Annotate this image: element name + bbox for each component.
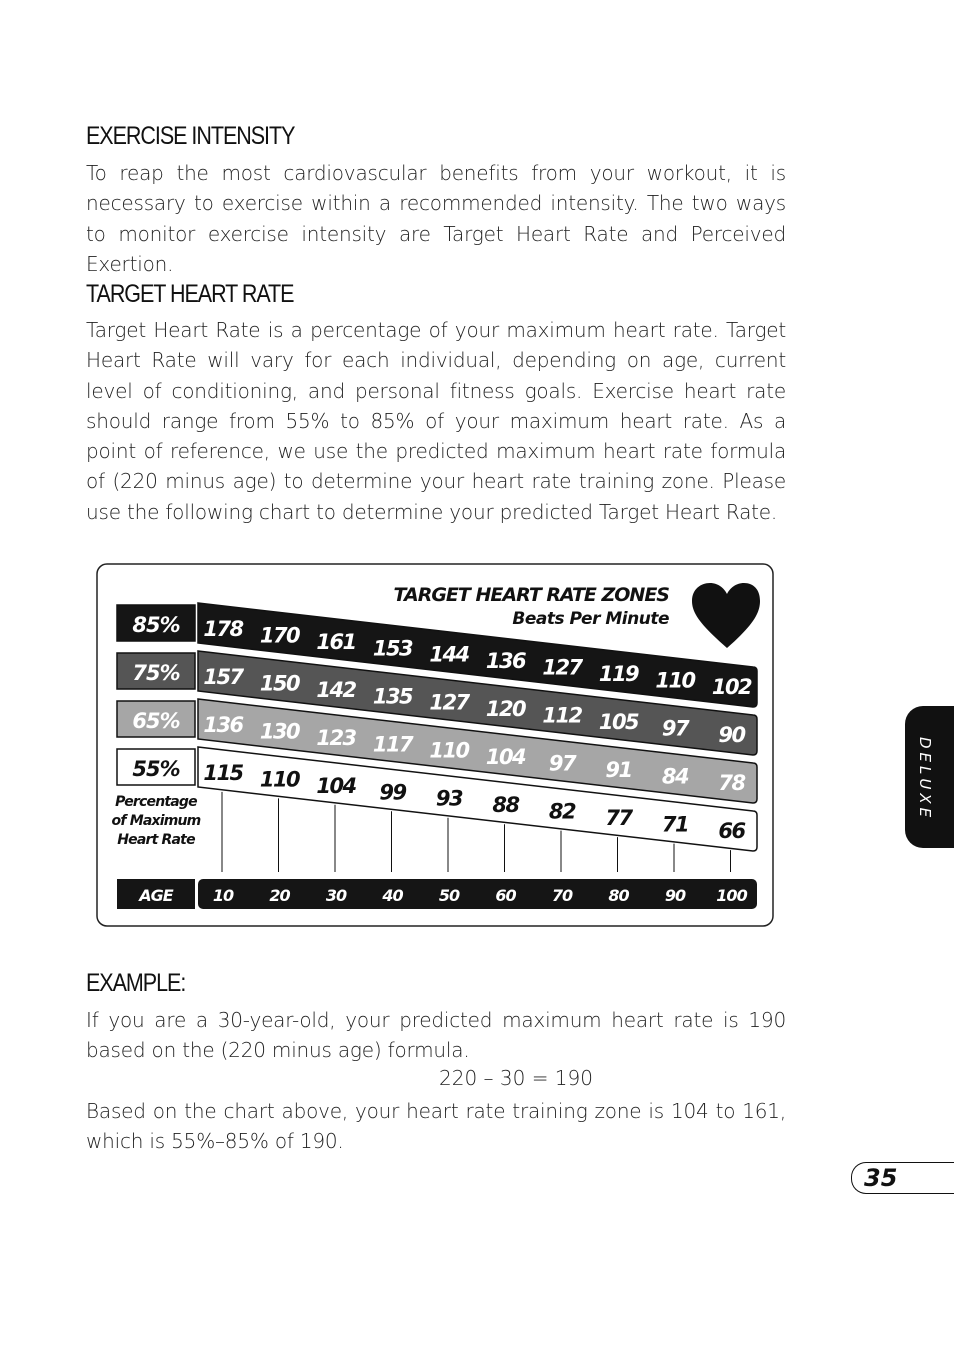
value-75-age-90: 97 [661,716,689,741]
value-55-age-90: 71 [661,812,689,837]
example-text-2: Based on the chart above, your heart rate training zone is 104 to 161, which is 55%–85% of 190. [86,1099,786,1154]
value-55-age-60: 88 [492,793,519,818]
age-tick-10: 10 [212,886,234,905]
value-55-age-70: 82 [548,799,576,824]
value-75-age-100: 90 [718,723,745,748]
value-85-age-10: 178 [203,616,243,641]
target-heart-rate-heading: TARGET HEART RATE [86,280,294,308]
chart-title: TARGET HEART RATE ZONES [393,584,669,606]
age-tick-60: 60 [495,886,516,905]
value-75-age-70: 112 [542,703,582,728]
value-55-age-100: 66 [718,819,745,844]
value-75-age-30: 142 [316,677,356,702]
row-caption-line-3: Heart Rate [117,832,195,848]
value-65-age-100: 78 [718,771,745,796]
target-heart-rate-text: Target Heart Rate is a percentage of your maximum heart rate. Target Heart Rate will vary for each individual, depending on age, current level of conditioning, and personal fitness goals. Exercise heart rate should range from 55% to 85% of your maximum heart rate. As a point of reference, we use the predicted maximum heart rate formula of (220 minus age) to determine your heart rate training zone. Please use the following chart to determine your predicted Target Heart Rate. [86,318,786,524]
value-75-age-40: 135 [372,684,413,709]
value-75-age-50: 127 [429,690,469,715]
value-85-age-30: 161 [316,629,356,654]
value-75-age-60: 120 [485,697,526,722]
exercise-intensity-text: To reap the most cardiovascular benefits from your workout, it is necessary to exercise within a recommended intensity. The two ways to monitor exercise intensity are Target Heart Rate and Perceived Exertion. [86,161,786,276]
value-75-age-80: 105 [598,710,639,735]
age-tick-40: 40 [382,886,403,905]
value-55-age-40: 99 [379,780,406,805]
page-number: 35 [864,1164,898,1192]
value-65-age-70: 97 [548,751,576,776]
value-85-age-60: 136 [485,649,526,674]
value-75-age-10: 157 [203,664,243,689]
age-tick-100: 100 [716,886,747,905]
value-55-age-50: 93 [435,786,463,811]
percent-label-55: 55% [132,757,180,781]
row-caption-line-1: Percentage [115,794,197,810]
value-65-age-50: 110 [429,738,469,763]
value-65-age-90: 84 [661,764,689,789]
value-75-age-20: 150 [259,671,300,696]
example-formula-text: 220 – 30 = 190 [439,1066,593,1090]
value-85-age-80: 119 [598,662,639,687]
value-65-age-40: 117 [372,732,413,757]
value-85-age-100: 102 [711,675,752,700]
row-caption-line-2: of Maximum [111,813,201,829]
example-heading: EXAMPLE: [86,969,186,997]
value-55-age-80: 77 [605,806,632,831]
age-tick-30: 30 [325,886,347,905]
age-tick-50: 50 [438,886,460,905]
age-tick-20: 20 [269,886,290,905]
value-55-age-10: 115 [203,760,243,785]
value-85-age-50: 144 [429,642,469,667]
percent-label-85: 85% [132,613,180,637]
percent-label-75: 75% [132,661,180,685]
age-tick-70: 70 [551,886,573,905]
value-85-age-40: 153 [372,636,413,661]
value-65-age-80: 91 [605,758,632,783]
age-tick-80: 80 [608,886,629,905]
percent-label-65: 65% [132,709,180,733]
value-55-age-20: 110 [259,767,300,792]
age-tick-90: 90 [664,886,686,905]
value-55-age-30: 104 [316,773,356,798]
value-85-age-20: 170 [259,623,300,648]
value-65-age-20: 130 [259,719,300,744]
example-formula [86,1066,786,1090]
value-65-age-30: 123 [316,725,356,750]
side-tab-label: DELUXE [916,736,934,822]
exercise-intensity-heading: EXERCISE INTENSITY [86,122,295,150]
value-65-age-60: 104 [485,745,526,770]
age-label: AGE [139,886,173,905]
example-text-1: If you are a 30-year-old, your predicted maximum heart rate is 190 based on the (220 minus age) formula. [86,1008,786,1063]
chart-subtitle: Beats Per Minute [512,609,669,629]
value-85-age-70: 127 [542,655,582,680]
value-85-age-90: 110 [655,668,695,693]
value-65-age-10: 136 [203,712,243,737]
